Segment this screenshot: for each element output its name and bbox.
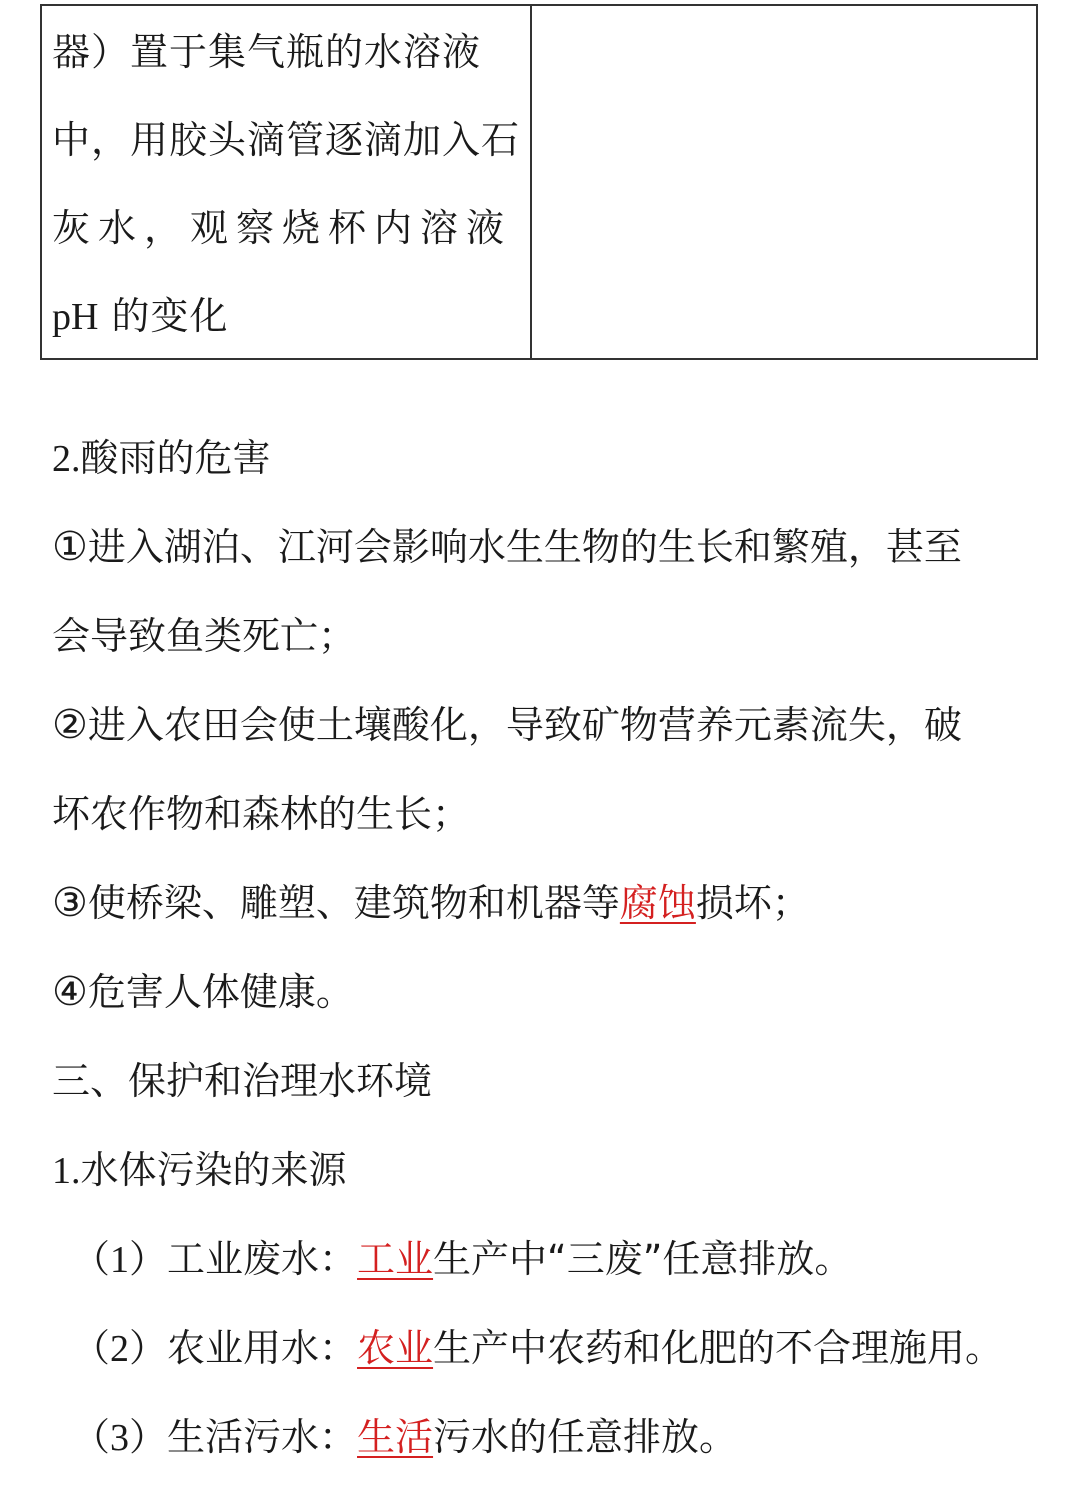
- item-number: （3）: [72, 1417, 168, 1459]
- item-text: 进入农田会使土壤酸化，导致矿物营养元素流失，破: [87, 703, 962, 747]
- experiment-table: [40, 4, 1038, 360]
- acid-rain-heading: [52, 434, 271, 483]
- acid-rain-item-1: [52, 523, 962, 571]
- heading-text: 水体污染的来源: [80, 1148, 347, 1192]
- item-marker: ①: [52, 524, 88, 570]
- table-cell-method: [42, 6, 532, 358]
- item-number: （2）: [72, 1328, 168, 1370]
- item-text: 会导致鱼类死亡；: [52, 614, 357, 658]
- acid-rain-item-2-cont: [52, 790, 470, 838]
- heading-number: 1.: [52, 1150, 81, 1192]
- highlighted-term: 腐蚀: [619, 881, 696, 925]
- acid-rain-item-2: [52, 701, 962, 749]
- item-label: 农业用水：: [167, 1326, 358, 1370]
- acid-rain-item-4: [52, 968, 354, 1016]
- pollution-source-3: [72, 1413, 737, 1462]
- section-title-text: 三、保护和治理水环境: [52, 1059, 433, 1103]
- item-label: 生活污水：: [167, 1415, 358, 1459]
- ph-suffix: 的变化: [111, 294, 229, 338]
- ph-symbol: pH: [52, 296, 99, 338]
- item-text: 危害人体健康。: [87, 970, 354, 1014]
- table-cell-line: [52, 272, 520, 360]
- highlighted-term: 农业: [357, 1326, 434, 1370]
- item-text: 坏农作物和森林的生长；: [52, 792, 471, 836]
- item-marker: ③: [52, 880, 88, 926]
- table-cell-line: 灰水，观察烧杯内溶液: [52, 206, 513, 250]
- item-text: 生产中农药和化肥的不合理施用。: [433, 1326, 1004, 1370]
- highlighted-term: 工业: [357, 1237, 434, 1281]
- pollution-source-2: [72, 1324, 1003, 1373]
- item-text: 污水的任意排放。: [433, 1415, 738, 1459]
- item-text: 生产中“三废”任意排放。: [433, 1237, 853, 1281]
- table-cell-result: [532, 6, 1036, 358]
- heading-text: 酸雨的危害: [80, 436, 271, 480]
- item-number: （1）: [72, 1239, 168, 1281]
- item-text: 损坏；: [695, 881, 810, 925]
- item-text: 使桥梁、雕塑、建筑物和机器等: [87, 881, 620, 925]
- item-label: 工业废水：: [167, 1237, 358, 1281]
- subsection-heading: [52, 1146, 347, 1195]
- highlighted-term: 生活: [357, 1415, 434, 1459]
- section-title: [52, 1057, 432, 1105]
- item-marker: ④: [52, 969, 88, 1015]
- item-marker: ②: [52, 702, 88, 748]
- acid-rain-item-1-cont: [52, 612, 356, 660]
- acid-rain-item-3: [52, 879, 810, 927]
- table-cell-line: 器）置于集气瓶的水溶液: [52, 30, 482, 74]
- heading-number: 2.: [52, 438, 81, 480]
- item-text: 进入湖泊、江河会影响水生生物的生长和繁殖，甚至: [87, 525, 962, 569]
- table-cell-line: 中，用胶头滴管逐滴加入石: [52, 118, 521, 162]
- pollution-source-1: [72, 1235, 852, 1284]
